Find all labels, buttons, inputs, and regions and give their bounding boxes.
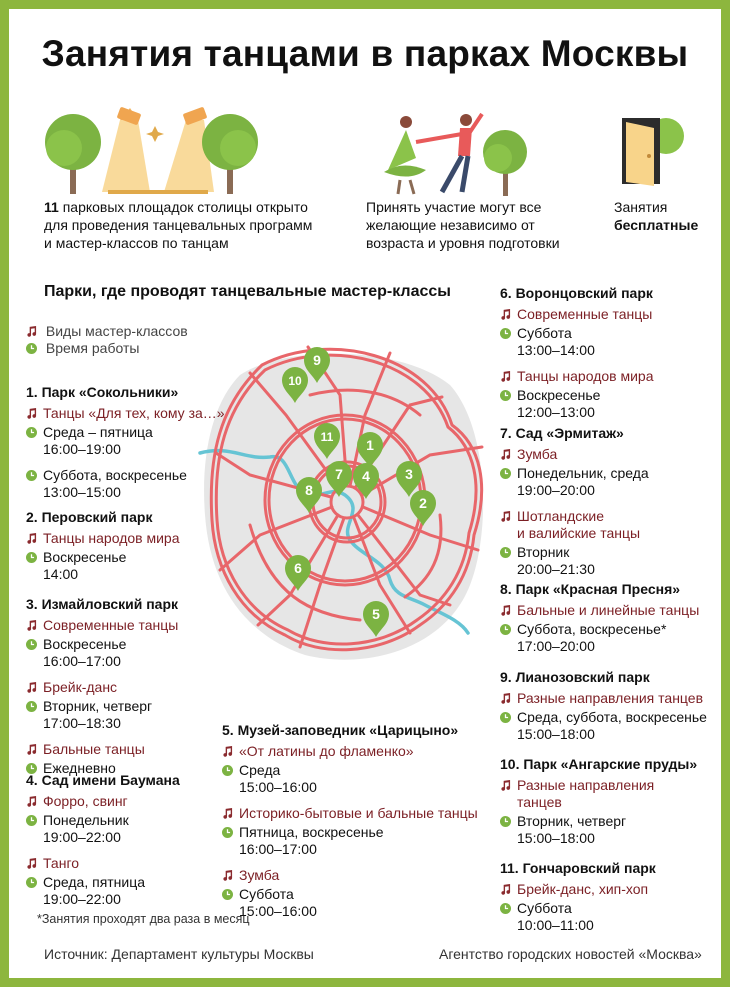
footnote: *Занятия проходят два раза в месяц xyxy=(37,912,250,926)
park-title: 2. Перовский парк xyxy=(26,509,153,525)
schedule xyxy=(222,762,478,796)
clock-icon xyxy=(26,552,37,563)
dance-class xyxy=(500,881,656,898)
dance-class xyxy=(500,446,649,463)
schedule-line: Среда xyxy=(239,762,281,778)
clock-icon xyxy=(500,328,511,339)
schedule-line: Суббота, воскресенье xyxy=(43,467,187,483)
schedule-line: 15:00–18:00 xyxy=(517,726,595,742)
park-entry xyxy=(500,755,697,847)
schedule-line: Воскресенье xyxy=(517,387,601,403)
park-entry xyxy=(222,721,478,920)
park-title: 4. Сад имени Баумана xyxy=(26,772,180,788)
park-title: 1. Парк «Сокольники» xyxy=(26,384,179,400)
dance-class xyxy=(222,805,478,822)
schedule-line: 17:00–18:30 xyxy=(43,715,121,731)
schedule-line: Суббота xyxy=(517,325,572,341)
schedule-line: 19:00–20:00 xyxy=(517,482,595,498)
dance-class-label: Зумба xyxy=(239,867,280,883)
music-note-icon xyxy=(26,682,37,693)
schedule xyxy=(500,544,649,578)
park-title: 8. Парк «Красная Пресня» xyxy=(500,581,681,597)
schedule-line: Среда, пятница xyxy=(43,874,146,890)
park-title: 3. Измайловский парк xyxy=(26,596,179,612)
info-free xyxy=(614,198,698,234)
schedule-line: Вторник xyxy=(517,544,570,560)
schedule-line: 20:00–21:30 xyxy=(517,561,595,577)
agency: Агентство городских новостей «Москва» xyxy=(439,946,702,962)
schedule-line: 13:00–14:00 xyxy=(517,342,595,358)
dance-class-label: Танцы народов мира xyxy=(517,368,654,384)
clock-icon xyxy=(26,701,37,712)
music-note-icon xyxy=(26,620,37,631)
map-marker-label: 5 xyxy=(372,606,380,622)
schedule xyxy=(26,467,225,501)
info-right-line-2: бесплатные xyxy=(614,217,699,233)
section-title: Парки, где проводят танцевальные мастер-классы xyxy=(44,283,451,300)
dance-class-label: Современные танцы xyxy=(517,306,653,322)
dance-class xyxy=(26,855,180,872)
clock-icon xyxy=(26,427,37,438)
map-marker-label: 7 xyxy=(335,466,343,482)
clock-icon xyxy=(26,470,37,481)
clock-icon xyxy=(222,827,233,838)
schedule xyxy=(26,424,225,458)
schedule xyxy=(222,886,478,920)
dance-class-label: Историко-бытовые и бальные танцы xyxy=(239,805,478,821)
map-marker-label: 10 xyxy=(288,374,302,388)
park-title: 10. Парк «Ангарские пруды» xyxy=(500,756,698,772)
source: Источник: Департамент культуры Москвы xyxy=(44,946,314,962)
park-title: 9. Лианозовский парк xyxy=(500,669,650,685)
schedule xyxy=(500,325,654,359)
schedule-line: Суббота, воскресенье* xyxy=(517,621,667,637)
dance-class xyxy=(222,867,478,884)
music-note-icon xyxy=(222,746,233,757)
map-marker-label: 8 xyxy=(305,482,313,498)
music-note-icon xyxy=(222,808,233,819)
dance-class-label: Брейк-данс xyxy=(43,679,118,695)
schedule-line: 17:00–20:00 xyxy=(517,638,595,654)
moscow-map xyxy=(190,335,490,670)
schedule-line: 16:00–17:00 xyxy=(43,653,121,669)
map-marker-label: 2 xyxy=(419,495,427,511)
music-note-icon xyxy=(26,326,37,337)
info-parks-count xyxy=(44,198,312,252)
park-title: 6. Воронцовский парк xyxy=(500,285,653,301)
schedule xyxy=(26,549,180,583)
dance-class-label: Бальные и линейные танцы xyxy=(517,602,700,618)
park-entry xyxy=(26,595,178,777)
dance-class-label: Форро, свинг xyxy=(43,793,128,809)
info-participation xyxy=(366,198,560,252)
music-note-icon xyxy=(500,780,511,791)
dance-class-label: Танцы народов мира xyxy=(43,530,180,546)
schedule-line: Вторник, четверг xyxy=(43,698,153,714)
schedule xyxy=(500,387,654,421)
legend-time-label: Время работы xyxy=(45,340,140,356)
music-note-icon xyxy=(500,309,511,320)
music-note-icon xyxy=(26,858,37,869)
park-title: 5. Музей-заповедник «Царицыно» xyxy=(222,722,459,738)
schedule-line: Понедельник, среда xyxy=(517,465,649,481)
music-note-icon xyxy=(500,449,511,460)
music-note-icon xyxy=(500,884,511,895)
clock-icon xyxy=(26,877,37,888)
park-entry xyxy=(500,424,649,578)
dance-class-label: Разные направления танцев xyxy=(517,690,704,706)
clock-icon xyxy=(26,343,37,354)
dance-class xyxy=(222,743,478,760)
clock-icon xyxy=(500,468,511,479)
schedule xyxy=(500,709,707,743)
info-middle-line-1: Принять участие могут все xyxy=(366,199,542,215)
schedule xyxy=(26,636,178,670)
schedule-line: Ежедневно xyxy=(43,760,116,776)
dance-class xyxy=(26,679,178,696)
music-note-icon xyxy=(500,371,511,382)
map-marker-label: 11 xyxy=(320,430,334,444)
music-note-icon xyxy=(500,511,511,522)
info-left-line-1: парковых площадок столицы открыто xyxy=(62,199,308,215)
clock-icon xyxy=(500,712,511,723)
map-marker-label: 1 xyxy=(366,437,374,453)
dance-class xyxy=(500,508,649,542)
park-title: 11. Гончаровский парк xyxy=(500,860,656,876)
park-entry xyxy=(500,580,699,655)
dance-class xyxy=(500,306,654,323)
schedule-line: 15:00–16:00 xyxy=(239,903,317,919)
schedule xyxy=(500,813,697,847)
dance-class xyxy=(26,617,178,634)
dance-class-line: танцев xyxy=(517,794,562,810)
schedule xyxy=(26,698,178,732)
info-left-line-3: и мастер-классов по танцам xyxy=(44,235,229,251)
clock-icon xyxy=(26,815,37,826)
park-entry xyxy=(26,508,180,583)
music-note-icon xyxy=(26,408,37,419)
schedule xyxy=(222,824,478,858)
clock-icon xyxy=(500,816,511,827)
park-entry xyxy=(26,383,225,501)
info-right-line-1: Занятия xyxy=(614,199,668,215)
schedule-line: Воскресенье xyxy=(43,636,127,652)
clock-icon xyxy=(222,765,233,776)
dance-class-label: Танго xyxy=(43,855,80,871)
info-middle-line-3: возраста и уровня подготовки xyxy=(366,235,560,251)
legend-classes xyxy=(26,323,188,339)
dance-class xyxy=(500,777,697,811)
schedule-line: Суббота xyxy=(517,900,572,916)
park-entry xyxy=(500,668,707,743)
music-note-icon xyxy=(500,693,511,704)
music-note-icon xyxy=(26,533,37,544)
schedule-line: Понедельник xyxy=(43,812,129,828)
dance-class xyxy=(500,602,699,619)
park-entry xyxy=(500,859,656,934)
schedule-line: 10:00–11:00 xyxy=(517,917,594,933)
schedule-line: 13:00–15:00 xyxy=(43,484,121,500)
dance-class-line: и валийские танцы xyxy=(517,525,641,541)
schedule-line: Вторник, четверг xyxy=(517,813,627,829)
dance-class xyxy=(500,368,654,385)
map-marker-label: 3 xyxy=(405,466,413,482)
music-note-icon xyxy=(26,744,37,755)
schedule-line: Пятница, воскресенье xyxy=(239,824,384,840)
open-door-illustration xyxy=(616,108,686,193)
dancers-illustration xyxy=(380,108,530,198)
schedule-line: 14:00 xyxy=(43,566,79,582)
dance-class-label: Танцы «Для тех, кому за…» xyxy=(43,405,225,421)
dance-class-line: Шотландские xyxy=(517,508,605,524)
dance-class xyxy=(26,793,180,810)
page-title: Занятия танцами в парках Москвы xyxy=(41,33,689,74)
schedule-line: Суббота xyxy=(239,886,294,902)
music-note-icon xyxy=(500,605,511,616)
clock-icon xyxy=(26,639,37,650)
schedule-line: 15:00–16:00 xyxy=(239,779,317,795)
music-note-icon xyxy=(26,796,37,807)
schedule-line: 12:00–13:00 xyxy=(517,404,595,420)
dance-class xyxy=(26,405,225,422)
park-title: 7. Сад «Эрмитаж» xyxy=(500,425,624,441)
dance-class-label: Зумба xyxy=(517,446,558,462)
schedule xyxy=(26,812,180,846)
spotlight-trees-illustration xyxy=(38,98,268,198)
info-parks-number: 11 xyxy=(44,199,59,215)
clock-icon xyxy=(500,624,511,635)
schedule-line: 19:00–22:00 xyxy=(43,829,121,845)
dance-class xyxy=(500,690,707,707)
clock-icon xyxy=(500,547,511,558)
dance-class-label: Современные танцы xyxy=(43,617,179,633)
dance-class-label: «От латины до фламенко» xyxy=(239,743,414,759)
map-marker-label: 4 xyxy=(362,468,370,484)
legend-time xyxy=(26,340,139,356)
schedule xyxy=(26,874,180,908)
schedule-line: Воскресенье xyxy=(43,549,127,565)
dance-class-label: Брейк-данс, хип-хоп xyxy=(517,881,649,897)
map-marker-label: 6 xyxy=(294,560,302,576)
clock-icon xyxy=(222,889,233,900)
schedule xyxy=(500,900,656,934)
dance-class-label: Бальные танцы xyxy=(43,741,145,757)
schedule xyxy=(500,621,699,655)
dance-class xyxy=(26,741,178,758)
schedule-line: 16:00–17:00 xyxy=(239,841,317,857)
map-marker-label: 9 xyxy=(313,352,321,368)
schedule-line: Среда, суббота, воскресенье xyxy=(517,709,707,725)
schedule-line: 19:00–22:00 xyxy=(43,891,121,907)
info-left-line-2: для проведения танцевальных программ xyxy=(44,217,313,233)
info-middle-line-2: желающие независимо от xyxy=(366,217,535,233)
clock-icon xyxy=(500,390,511,401)
dance-class xyxy=(26,530,180,547)
park-entry xyxy=(500,284,654,421)
music-note-icon xyxy=(222,870,233,881)
dance-class-line: Разные направления xyxy=(517,777,655,793)
legend-classes-label: Виды мастер-классов xyxy=(45,323,188,339)
schedule-line: 16:00–19:00 xyxy=(43,441,121,457)
schedule-line: 15:00–18:00 xyxy=(517,830,595,846)
schedule-line: Среда – пятница xyxy=(43,424,153,440)
park-entry xyxy=(26,771,180,908)
clock-icon xyxy=(500,903,511,914)
schedule xyxy=(500,465,649,499)
